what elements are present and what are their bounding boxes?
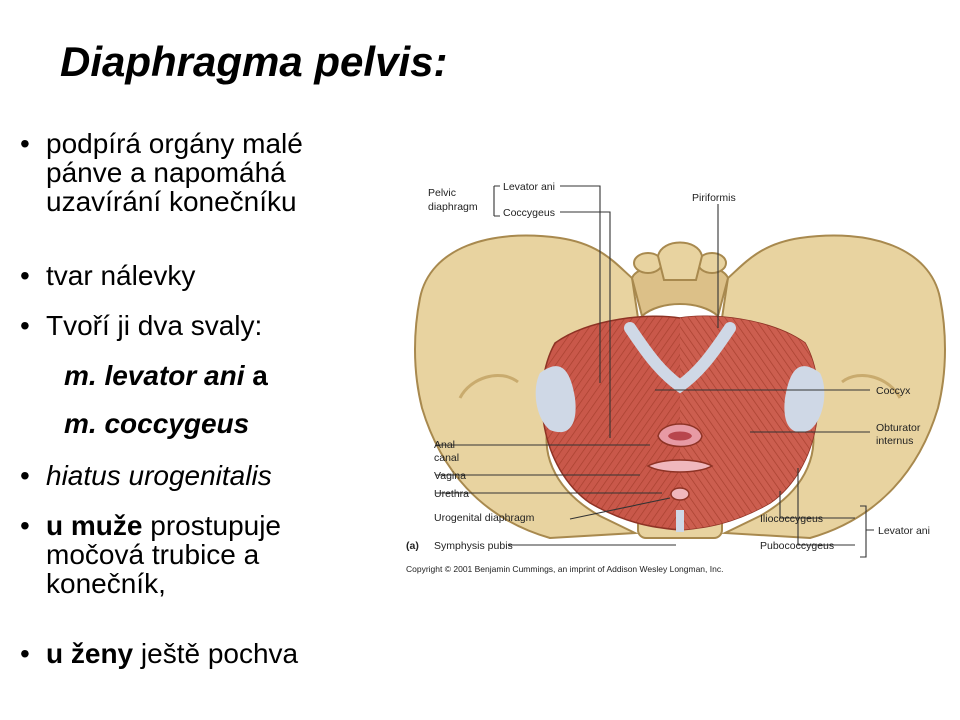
bullet-text: Tvoří ji dva svaly: [46,310,263,341]
bullet-text: konečník, [46,568,166,599]
bullet-text: uzavírání konečníku [46,186,297,217]
muscle-name: m. levator ani a [64,360,268,391]
muscle-name: m. coccygeus [64,408,250,439]
bullet-text: u muže prostupuje [46,510,282,541]
pelvic-floor-muscles [536,316,825,532]
bullet-text: podpírá orgány malé [46,128,303,159]
bullet-text: u ženy ještě pochva [46,638,299,669]
label-a-marker: (a) [406,540,419,552]
bullet-marker: • [20,310,30,341]
label-vagina: Vagina [434,470,466,482]
bullet-text: hiatus urogenitalis [46,460,272,491]
bullet-text: pánve a napomáhá [46,157,286,188]
label-coccygeus: Coccygeus [503,207,555,219]
figure-copyright: Copyright © 2001 Benjamin Cummings, an imprint of Addison Wesley Longman, Inc. [406,564,724,574]
label-pubococcygeus: Pubococcygeus [760,540,835,552]
label-coccyx: Coccyx [876,385,911,397]
label-internus: internus [876,435,914,447]
label-obturator: Obturator [876,422,921,434]
label-diaphragm: diaphragm [428,201,478,213]
bullet-marker: • [20,510,30,541]
anatomy-illustration [400,168,960,580]
bullet-text: tvar nálevky [46,260,196,291]
label-pelvic: Pelvic [428,187,457,199]
label-canal: canal [434,452,460,464]
label-levator-ani-right: Levator ani [878,525,930,537]
bullet-marker: • [20,128,30,159]
slide-title: Diaphragma pelvis: [60,38,448,85]
pelvic-diaphragm-figure [400,168,960,580]
label-urethra: Urethra [434,488,470,500]
label-urogenital-diaphragm: Urogenital diaphragm [434,512,535,524]
label-levator-ani: Levator ani [503,181,555,193]
label-piriformis: Piriformis [692,192,736,204]
bullet-marker: • [20,460,30,491]
label-anal: Anal [434,439,456,451]
bullet-marker: • [20,260,30,291]
label-symphysis-pubis: Symphysis pubis [434,540,513,552]
bullet-text: močová trubice a [46,539,260,570]
label-iliococcygeus: Iliococcygeus [760,513,824,525]
bullet-marker: • [20,638,30,669]
